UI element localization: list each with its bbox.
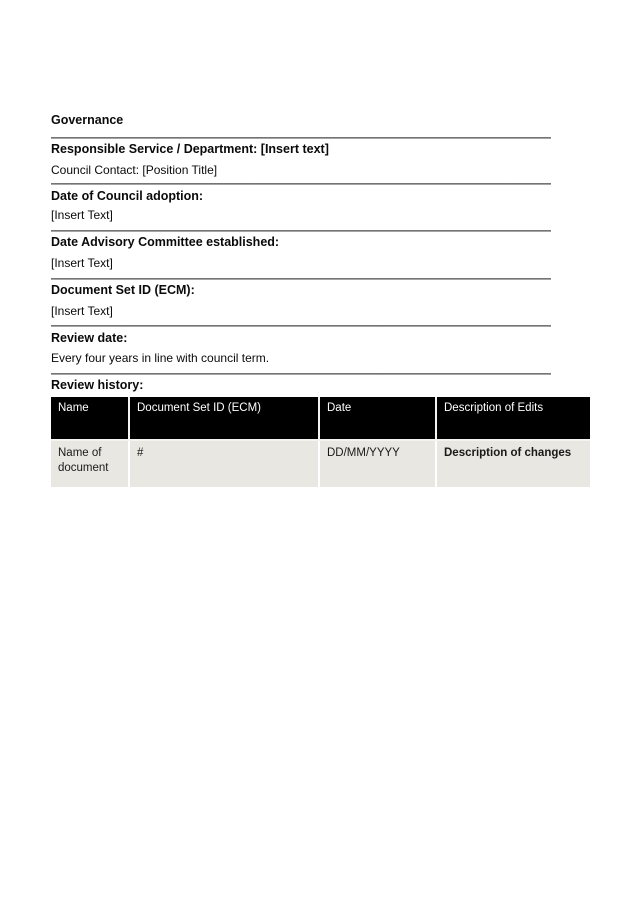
table-row <box>51 441 590 487</box>
table-header-row <box>51 397 590 441</box>
section-divider <box>51 373 551 375</box>
section-divider <box>51 230 551 232</box>
column-header-name: Name <box>51 397 130 439</box>
cell-date: DD/MM/YYYY <box>320 441 437 487</box>
cell-document-name: Name of document <box>51 441 130 487</box>
cell-description-of-changes: Description of changes <box>444 447 572 459</box>
review-history-table <box>51 397 590 487</box>
column-header-date: Date <box>320 397 437 439</box>
section-heading-council-adoption: Date of Council adoption: <box>51 189 204 203</box>
section-body-council-contact: Council Contact: [Position Title] <box>51 163 218 177</box>
section-heading-advisory-committee: Date Advisory Committee established: <box>51 235 280 249</box>
column-header-document-set-id: Document Set ID (ECM) <box>130 397 320 439</box>
section-heading-review-date: Review date: <box>51 331 128 345</box>
section-heading-responsible-service: Responsible Service / Department: [Insert text] <box>51 142 329 156</box>
column-header-description-of-edits: Description of Edits <box>444 402 544 414</box>
section-body-advisory-committee: [Insert Text] <box>51 256 113 270</box>
section-heading-review-history: Review history: <box>51 378 144 392</box>
cell-document-set-id: # <box>130 441 320 487</box>
section-divider <box>51 278 551 280</box>
section-divider <box>51 137 551 139</box>
section-heading-document-set-id: Document Set ID (ECM): <box>51 283 195 297</box>
page-title: Governance <box>51 113 124 127</box>
section-body-review-date: Every four years in line with council term. <box>51 351 270 365</box>
section-body-document-set-id: [Insert Text] <box>51 304 113 318</box>
section-divider <box>51 183 551 185</box>
section-body-council-adoption: [Insert Text] <box>51 208 113 222</box>
section-divider <box>51 325 551 327</box>
